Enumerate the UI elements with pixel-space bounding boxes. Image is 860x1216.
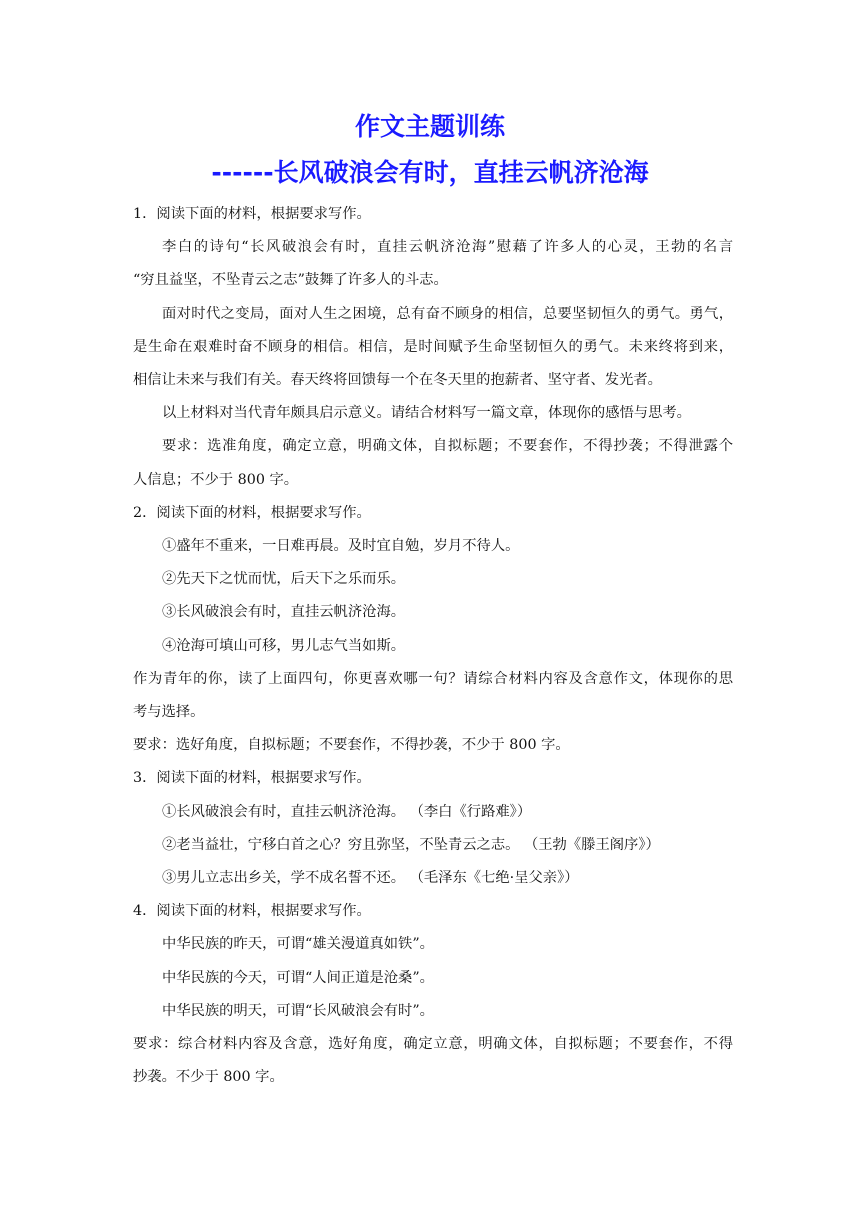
text-line: 面对时代之变局，面对人生之困境，总有奋不顾身的相信，总要坚韧恒久的勇气。勇气， — [162, 305, 733, 322]
text-line: 抄袭。不少于 800 字。 — [133, 1069, 284, 1086]
text-line: 1．阅读下面的材料，根据要求写作。 — [133, 206, 371, 222]
text-line: 3．阅读下面的材料，根据要求写作。 — [133, 770, 371, 787]
text-line: ③长风破浪会有时，直挂云帆济沧海。 — [162, 604, 406, 621]
document-title: 作文主题训练 — [354, 112, 505, 141]
text-line: 人信息；不少于 800 字。 — [133, 471, 299, 488]
title-block — [0, 108, 860, 192]
text-line: 作为青年的你，读了上面四句，你更喜欢哪一句？请综合材料内容及含意作文，体现你的思 — [133, 670, 733, 687]
text-line: ①长风破浪会有时，直挂云帆济沧海。 （李白《行路难》） — [162, 803, 532, 820]
text-line: ②老当益壮，宁移白首之心？穷且弥坚，不坠青云之志。 （王勃《滕王阁序》） — [162, 836, 660, 853]
text-line: 李白的诗句“长风破浪会有时，直挂云帆济沧海”慰藉了许多人的心灵，王勃的名言 — [162, 239, 733, 256]
text-line: 是生命在艰难时奋不顾身的相信。相信，是时间赋予生命坚韧恒久的勇气。未来终将到来， — [133, 338, 733, 355]
text-line: ③男儿立志出乡关，学不成名誓不还。 （毛泽东《七绝·呈父亲》） — [162, 870, 579, 887]
text-line: 中华民族的今天，可谓“人间正道是沧桑”。 — [162, 969, 434, 986]
text-line: 要求：综合材料内容及含意，选好角度，确定立意，明确文体，自拟标题；不要套作，不得 — [133, 1036, 733, 1053]
text-line: “穷且益坚，不坠青云之志”鼓舞了许多人的斗志。 — [133, 272, 448, 289]
text-line: 2．阅读下面的材料，根据要求写作。 — [133, 504, 371, 521]
text-line: 中华民族的明天，可谓“长风破浪会有时”。 — [162, 1002, 434, 1019]
text-line: ②先天下之忧而忧，后天下之乐而乐。 — [162, 571, 406, 588]
text-line: 中华民族的昨天，可谓“雄关漫道真如铁”。 — [162, 936, 434, 953]
text-line: ①盛年不重来，一日难再晨。及时宜自勉，岁月不待人。 — [162, 538, 520, 555]
text-line: ④沧海可填山可移，男儿志气当如斯。 — [162, 637, 406, 654]
text-line: 以上材料对当代青年颇具启示意义。请结合材料写一篇文章，体现你的感悟与思考。 — [162, 405, 691, 422]
text-line: 要求：选好角度，自拟标题；不要套作，不得抄袭，不少于 800 字。 — [133, 737, 570, 754]
text-line: 考与选择。 — [133, 704, 205, 721]
text-line: 相信让未来与我们有关。春天终将回馈每一个在冬天里的抱薪者、坚守者、发光者。 — [133, 372, 662, 389]
text-line: 要求：选准角度，确定立意，明确文体，自拟标题；不要套作，不得抄袭；不得泄露个 — [162, 438, 733, 455]
document-body — [133, 198, 733, 1094]
document-subtitle: ------长风破浪会有时，直挂云帆济沧海 — [211, 158, 649, 187]
text-line: 4．阅读下面的材料，根据要求写作。 — [133, 903, 371, 920]
